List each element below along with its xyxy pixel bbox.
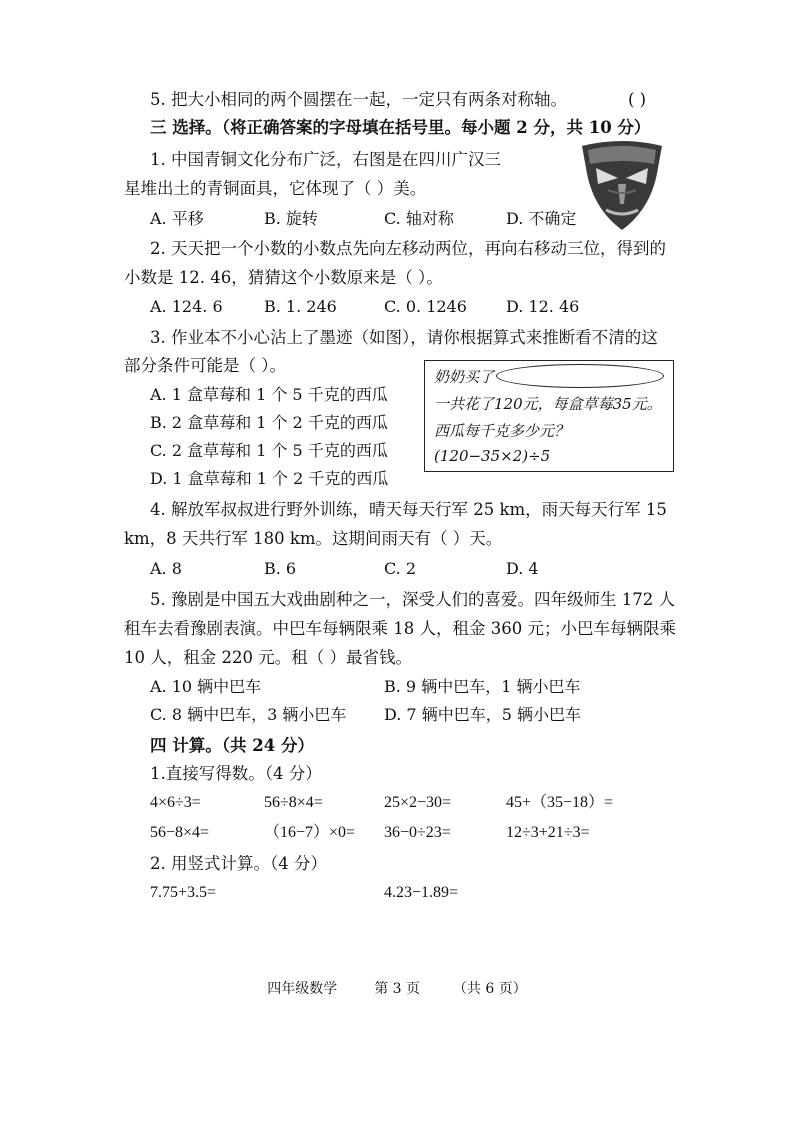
tf-question-5: 5. 把大小相同的两个圆摆在一起，一定只有两条对称轴。 [150,90,567,109]
q3-option-d[interactable]: D. 1 盒草莓和 1 个 2 千克的西瓜 [150,469,389,488]
q1-option-a[interactable]: A. 平移 [150,209,204,228]
q4-option-a[interactable]: A. 8 [150,559,182,578]
footer-subject: 四年级数学 [267,981,338,997]
calc-part-1-title: 1.直接写得数。（4 分） [150,764,322,783]
note-line-4-formula: (120−35×2)÷5 [434,447,551,465]
ink-blot-cloud [496,364,664,388]
calc-item: 56÷8×4= [264,794,323,811]
footer-page-number: 第 3 页 [374,981,420,997]
q4-option-d[interactable]: D. 4 [506,559,539,578]
q5-option-a[interactable]: A. 10 辆中巴车 [150,677,262,696]
q3-option-a[interactable]: A. 1 盒草莓和 1 个 5 千克的西瓜 [150,385,388,404]
bronze-mask-image [578,138,666,234]
q4-option-b[interactable]: B. 6 [264,559,297,578]
q5-option-c[interactable]: C. 8 辆中巴车，3 辆小巴车 [150,705,347,724]
q2-option-d[interactable]: D. 12. 46 [506,297,580,316]
section-3-title: 三 选择。（将正确答案的字母填在括号里。每小题 2 分，共 10 分） [150,118,651,137]
q2-option-c[interactable]: C. 0. 1246 [384,297,467,316]
page-footer [0,978,794,998]
calc-item: （16−7）×0= [264,824,356,841]
vertical-calc-item: 7.75+3.5= [150,884,217,901]
answer-bracket[interactable]: ( ) [628,90,647,109]
calc-item: 36−0÷23= [384,824,451,841]
q5-option-d[interactable]: D. 7 辆中巴车，5 辆小巴车 [384,705,581,724]
q4-option-c[interactable]: C. 2 [384,559,417,578]
q2-option-a[interactable]: A. 124. 6 [150,297,223,316]
note-line-2: 一共花了120元，每盒草莓35元。 [434,395,662,413]
choice-question-1-line2: 星堆出土的青铜面具，它体现了（ ）美。 [124,179,427,198]
choice-question-2-line2: 小数是 12. 46，猜猜这个小数原来是（ ）。 [124,268,443,287]
choice-question-5-line2: 租车去看豫剧表演。中巴车每辆限乘 18 人，租金 360 元；小巴车每辆限乘 [124,619,676,638]
q3-option-b[interactable]: B. 2 盒草莓和 1 个 2 千克的西瓜 [150,413,388,432]
choice-question-5-line3: 10 人，租金 220 元。租（ ）最省钱。 [124,648,412,667]
section-4-title: 四 计算。（共 24 分） [150,736,314,755]
q5-option-b[interactable]: B. 9 辆中巴车，1 辆小巴车 [384,677,581,696]
calc-item: 45+（35−18）= [506,794,614,811]
calc-item: 4×6÷3= [150,794,201,811]
note-line-1: 奶奶买了 [434,368,495,386]
footer-total-pages: （共 6 页） [452,981,527,997]
choice-question-5-line1: 5. 豫剧是中国五大戏曲剧种之一，深受人们的喜爱。四年级师生 172 人 [150,590,675,609]
calc-item: 25×2−30= [384,794,452,811]
calc-item: 56−8×4= [150,824,210,841]
choice-question-1-line1: 1. 中国青铜文化分布广泛，右图是在四川广汉三 [150,150,501,169]
q2-option-b[interactable]: B. 1. 246 [264,297,337,316]
q1-option-c[interactable]: C. 轴对称 [384,209,454,228]
choice-question-4-line1: 4. 解放军叔叔进行野外训练，晴天每天行军 25 km，雨天每天行军 15 [150,500,667,519]
calc-item: 12÷3+21÷3= [506,824,590,841]
q1-option-b[interactable]: B. 旋转 [264,209,318,228]
q3-option-c[interactable]: C. 2 盒草莓和 1 个 5 千克的西瓜 [150,441,388,460]
calc-part-2-title: 2. 用竖式计算。（4 分） [150,854,327,873]
choice-question-2-line1: 2. 天天把一个小数的小数点先向左移动两位，再向右移动三位，得到的 [150,239,666,258]
vertical-calc-item: 4.23−1.89= [384,884,459,901]
choice-question-3-line2: 部分条件可能是（ ）。 [124,356,286,375]
q1-option-d[interactable]: D. 不确定 [506,209,577,228]
note-line-3: 西瓜每千克多少元？ [434,422,570,440]
choice-question-3-line1: 3. 作业本不小心沾上了墨迹（如图），请你根据算式来推断看不清的这 [150,328,658,347]
choice-question-4-line2: km，8 天共行军 180 km。这期间雨天有（ ）天。 [124,529,503,548]
